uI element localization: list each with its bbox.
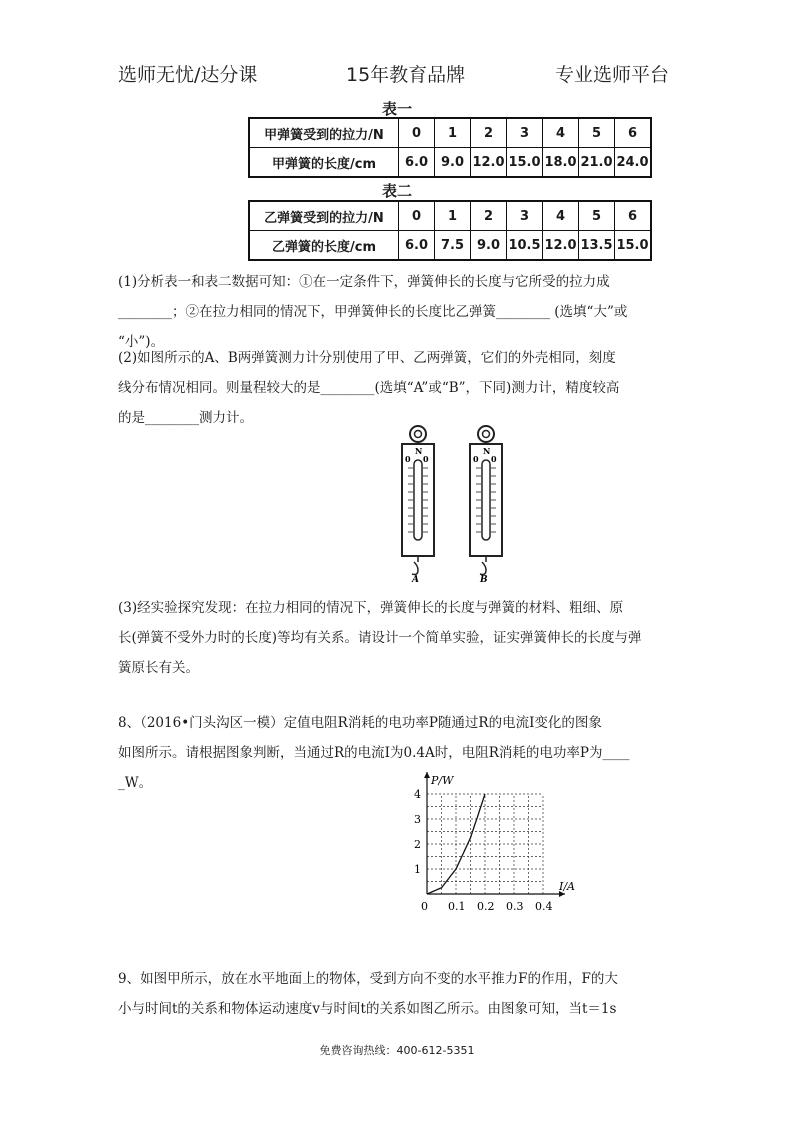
- table-cell: 乙弹簧的长度/cm: [249, 231, 399, 261]
- scale-a-n-mark: N: [415, 446, 423, 456]
- scale-b-zero-mark-right: 0: [491, 454, 497, 464]
- footer-hotline: 免费咨询热线：400-612-5351: [319, 1044, 475, 1057]
- table-cell: 甲弹簧受到的拉力/N: [249, 118, 399, 148]
- y-tick-label: 1: [414, 863, 421, 876]
- table-row: 乙弹簧的长度/cm 6.0 7.5 9.0 10.5 12.0 13.5 15.0: [249, 231, 651, 261]
- chart-axes: [424, 772, 565, 897]
- power-current-chart: [405, 772, 585, 922]
- y-axis-label: P/W: [431, 774, 454, 787]
- question-3: [118, 593, 678, 683]
- table2-title: 表二: [381, 182, 412, 200]
- question-1-line: “小”)。: [118, 334, 165, 350]
- y-tick-label: 2: [414, 838, 421, 851]
- table2: [248, 200, 652, 261]
- question-8-line: 如图所示。请根据图象判断，当通过R的电流I为0.4A时，电阻R消耗的电功率P为____: [118, 745, 630, 761]
- chart-grid: [427, 794, 543, 894]
- question-9-line: 小与时间t的关系和物体运动速度v与时间t的关系如图乙所示。由图象可知，当t＝1s: [118, 1001, 617, 1017]
- table-cell: 乙弹簧受到的拉力/N: [249, 201, 399, 231]
- x-tick-label: 0.1: [448, 900, 466, 913]
- x-tick-label: 0.4: [535, 900, 553, 913]
- scale-b-n-mark: N: [483, 446, 491, 456]
- x-tick-label: 0.3: [506, 900, 524, 913]
- question-8: [118, 708, 678, 798]
- page-header: [0, 60, 794, 88]
- question-1-line: ________；②在拉力相同的情况下，甲弹簧伸长的长度比乙弹簧________ (选填“大”或: [118, 304, 628, 320]
- spring-scales-figure: [380, 420, 530, 585]
- spring-scale-a: [402, 426, 434, 585]
- table1-title: 表一: [381, 100, 412, 118]
- scale-a-label: A: [412, 575, 419, 585]
- question-3-line: 簧原长有关。: [118, 660, 199, 676]
- y-axis-arrow: [424, 772, 430, 778]
- question-9-line: 9、如图甲所示，放在水平地面上的物体，受到方向不变的水平推力F的作用，F的大: [118, 971, 618, 987]
- chart-labels: [414, 774, 575, 913]
- question-2-line: 线分布情况相同。则量程较大的是________(选填“A”或“B”，下同)测力计，精度较高: [118, 380, 620, 396]
- question-2-line: 的是________测力计。: [118, 410, 253, 426]
- x-axis-label: I/A: [559, 880, 575, 893]
- table-cell: 甲弹簧的长度/cm: [249, 148, 399, 178]
- scale-a-zero-mark-right: 0: [423, 454, 429, 464]
- question-1-line: (1)分析表一和表二数据可知：①在一定条件下，弹簧伸长的长度与它所受的拉力成: [118, 274, 610, 290]
- question-3-line: 长(弹簧不受外力时的长度)等均有关系。请设计一个简单实验，证实弹簧伸长的长度与弹: [118, 630, 642, 646]
- table-row: 乙弹簧受到的拉力/N 0 1 2 3 4 5 6: [249, 201, 651, 231]
- header-brand: 选师无忧/达分课: [118, 64, 258, 86]
- question-9: [118, 964, 678, 1024]
- y-tick-label: 4: [414, 788, 421, 801]
- table-row: 甲弹簧受到的拉力/N 0 1 2 3 4 5 6: [249, 118, 651, 148]
- x-tick-label: 0: [421, 900, 428, 913]
- question-8-line: _W。: [118, 775, 153, 791]
- question-8-line: 8、（2016•门头沟区一模）定值电阻R消耗的电功率P随通过R的电流I变化的图象: [118, 715, 602, 731]
- question-2-line: (2)如图所示的A、B两弹簧测力计分别使用了甲、乙两弹簧，它们的外壳相同，刻度: [118, 350, 616, 366]
- scale-b-zero-mark: 0: [473, 454, 479, 464]
- x-tick-label: 0.2: [477, 900, 495, 913]
- question-3-line: (3)经实验探究发现：在拉力相同的情况下，弹簧伸长的长度与弹簧的材料、粗细、原: [118, 600, 624, 616]
- header-slogan: 15年教育品牌: [346, 64, 466, 86]
- scale-a-zero-mark: 0: [405, 454, 411, 464]
- table-row: 甲弹簧的长度/cm 6.0 9.0 12.0 15.0 18.0 21.0 24.0: [249, 148, 651, 178]
- y-tick-label: 3: [414, 813, 421, 826]
- header-platform: 专业选师平台: [555, 64, 670, 86]
- scale-b-label: B: [480, 575, 488, 585]
- table1: [248, 117, 652, 178]
- spring-scale-b: [470, 426, 502, 585]
